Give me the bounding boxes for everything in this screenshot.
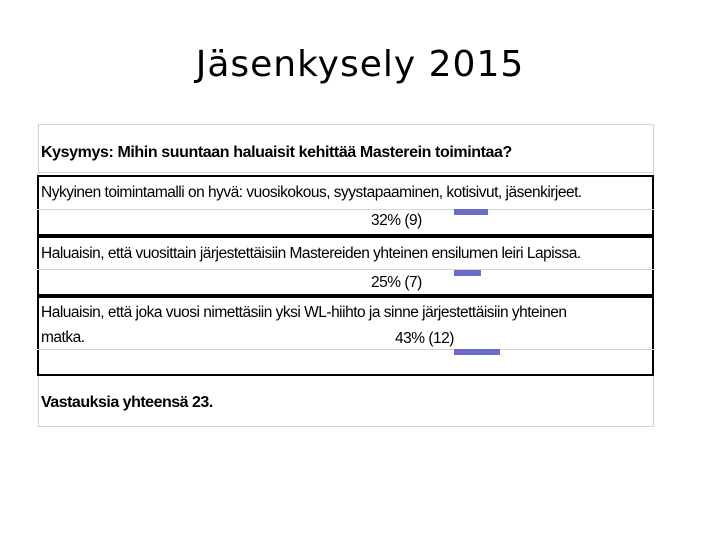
divider [37, 269, 654, 270]
total-responses: Vastauksia yhteensä 23. [41, 394, 213, 411]
result-bar [454, 349, 500, 355]
answer-text: Haluaisin, että joka vuosi nimettäsiin yksi WL-hiihto ja sinne järjestettäisiin yhteinen [41, 304, 567, 321]
answer-text-continued: matka. [41, 329, 85, 346]
question-text: Kysymys: Mihin suuntaan haluaisit kehittää Masterein toimintaa? [41, 144, 512, 161]
answer-text: Nykyinen toimintamalli on hyvä: vuosikokous, syystapaaminen, kotisivut, jäsenkirjeet. [41, 184, 582, 201]
answer-result: 43% (12) [395, 330, 454, 347]
answer-text: Haluaisin, että vuosittain järjestettäisiin Mastereiden yhteinen ensilumen leiri Lapissa. [41, 245, 581, 262]
divider [37, 172, 654, 173]
divider [37, 209, 654, 210]
answer-result: 25% (7) [371, 274, 422, 291]
result-bar [454, 209, 488, 215]
divider [37, 349, 654, 350]
answer-result: 32% (9) [371, 212, 422, 229]
result-bar [454, 270, 481, 276]
slide-title: Jäsenkysely 2015 [195, 44, 525, 85]
